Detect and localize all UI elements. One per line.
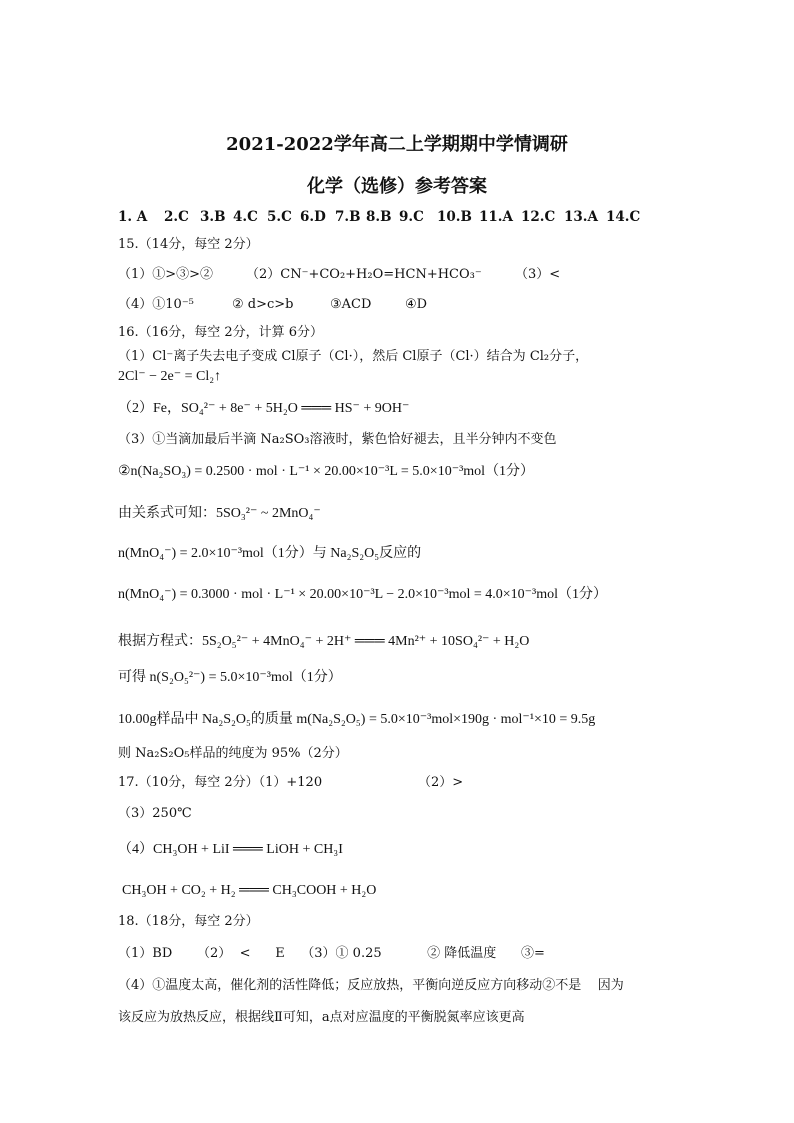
mc-answer: 7.B — [335, 209, 361, 225]
mc-answer: 4.C — [233, 209, 258, 225]
mc-answer: 6.D — [300, 209, 326, 225]
multiple-choice-answers — [118, 208, 640, 226]
q15-part3: （3）< — [515, 267, 561, 282]
q15-part4a: （4）①10⁻⁵ — [118, 297, 194, 312]
q16-part1: （1）Cl⁻离子失去电子变成 Cl原子（Cl·），然后 Cl原子（Cl·）结合为 Cl₂分子， — [118, 349, 589, 364]
mc-answer: 11.A — [479, 209, 513, 225]
mc-answer: 10.B — [437, 209, 472, 225]
q16-relation: 由关系式可知：5SO₃²⁻ ~ 2MnO₄⁻ — [118, 506, 321, 521]
mc-answer: 1. A — [118, 209, 148, 225]
q18-part4: （4）①温度太高，催化剂的活性降低；反应放热，平衡向逆反应方向移动②不是 因为 — [118, 978, 624, 993]
q16-heading: 16.（16分，每空 2分，计算 6分） — [118, 325, 324, 340]
mc-answer: 14.C — [606, 209, 641, 225]
q16-n-s2o5: 可得 n(S₂O₅²⁻) = 5.0×10⁻³mol（1分） — [118, 670, 342, 685]
mc-answer: 2.C — [164, 209, 189, 225]
mc-answer: 3.B — [200, 209, 226, 225]
q15-part2: （2）CN⁻+CO₂+H₂O=HCN+HCO₃⁻ — [246, 267, 482, 282]
q16-n-mno4-reacted: n(MnO₄⁻) = 0.3000 · mol · L⁻¹ × 20.00×10⁻³L − 2.0×10⁻³mol = 4.0×10⁻³mol（1分） — [118, 587, 608, 602]
q16-part1-equation: 2Cl⁻ − 2e⁻ = Cl₂↑ — [118, 369, 222, 384]
q15-part4d: ④D — [405, 297, 428, 312]
q17-part2: （2）> — [418, 775, 464, 790]
q16-mass: 10.00g样品中 Na₂S₂O₅的质量 m(Na₂S₂O₅) = 5.0×10⁻³mol×190g · mol⁻¹×10 = 9.5g — [118, 712, 596, 727]
q17-part4-eq1: （4）CH₃OH + LiI ═══ LiOH + CH₃I — [118, 842, 343, 857]
mc-answer: 9.C — [399, 209, 424, 225]
q16-part3-calc: ②n(Na₂SO₃) = 0.2500 · mol · L⁻¹ × 20.00×10⁻³L = 5.0×10⁻³mol（1分） — [118, 464, 535, 479]
q18-heading: 18.（18分，每空 2分） — [118, 914, 259, 929]
q17-part3: （3）250℃ — [118, 806, 192, 821]
q17-heading: 17.（10分，每空 2分）（1）+120 — [118, 775, 323, 790]
q16-part2: （2）Fe，SO₄²⁻ + 8e⁻ + 5H₂O ═══ HS⁻ + 9OH⁻ — [118, 401, 410, 416]
mc-answer: 13.A — [564, 209, 598, 225]
answer-title: 化学（选修）参考答案 — [307, 176, 487, 197]
q17-part4-eq2: CH₃OH + CO₂ + H₂ ═══ CH₃COOH + H₂O — [122, 883, 377, 898]
mc-answer: 8.B — [366, 209, 392, 225]
q16-purity: 则 Na₂S₂O₅样品的纯度为 95%（2分） — [118, 746, 348, 761]
q16-n-mno4-total: n(MnO₄⁻) = 2.0×10⁻³mol（1分）与 Na₂S₂O₅反应的 — [118, 546, 422, 561]
exam-title: 2021-2022学年高二上学期期中学情调研 — [226, 134, 568, 155]
q15-part4c: ③ACD — [330, 297, 372, 312]
q18-part4-cont: 该反应为放热反应，根据线Ⅱ可知，a点对应温度的平衡脱氮率应该更高 — [118, 1010, 525, 1025]
q15-heading: 15.（14分，每空 2分） — [118, 237, 259, 252]
q16-part3: （3）①当滴加最后半滴 Na₂SO₃溶液时，紫色恰好褪去，且半分钟内不变色 — [118, 432, 557, 447]
q16-equation: 根据方程式：5S₂O₅²⁻ + 4MnO₄⁻ + 2H⁺ ═══ 4Mn²⁺ + 10SO₄²⁻ + H₂O — [118, 634, 530, 649]
mc-answer: 12.C — [521, 209, 556, 225]
q15-part4b: ② d>c>b — [232, 297, 294, 312]
mc-answer: 5.C — [267, 209, 292, 225]
q18-parts-1-3: （1）BD （2） < E （3）① 0.25 ② 降低温度 ③= — [118, 946, 545, 961]
q15-part1: （1）①>③>② — [118, 267, 214, 282]
